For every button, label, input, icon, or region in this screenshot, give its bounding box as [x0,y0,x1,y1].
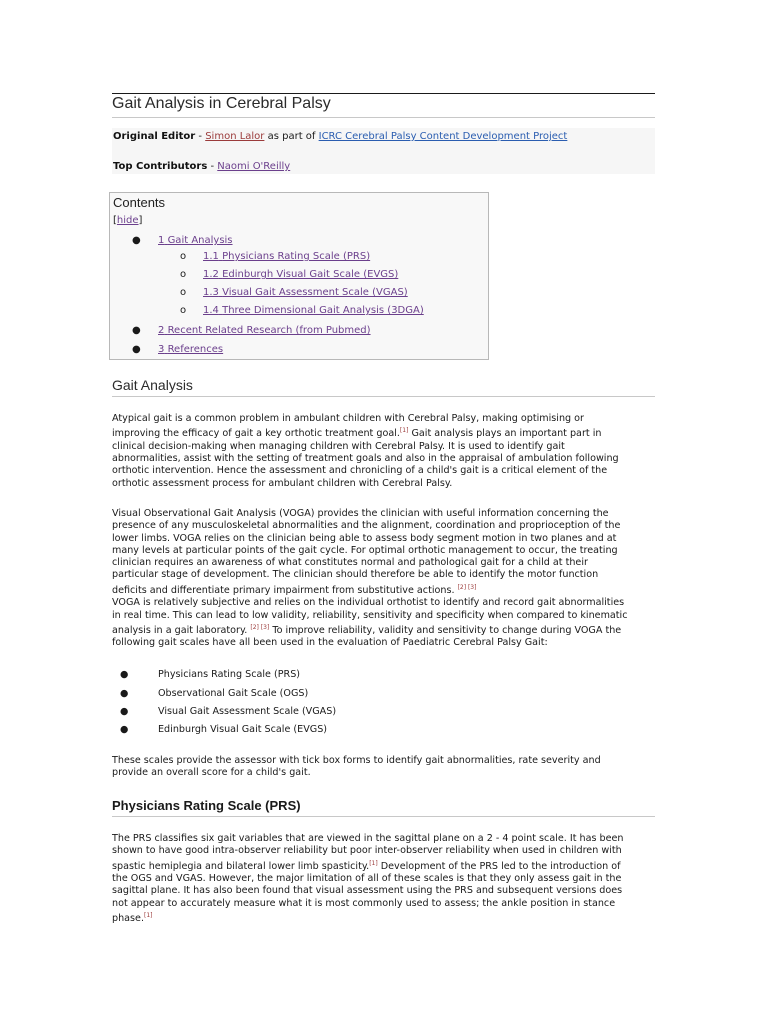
original-editor-line [113,131,567,142]
toc-item-recent-research[interactable]: 2 Recent Related Research (from Pubmed) [158,325,371,336]
toc-bullet: ● [132,235,141,246]
toc-item-gait-analysis[interactable]: 1 Gait Analysis [158,235,233,246]
top-contributors-line [113,161,290,172]
top-contributor-link[interactable]: Naomi O'Reilly [217,161,291,172]
reference-link[interactable]: [2] [3] [250,623,270,631]
paragraph-voga: Visual Observational Gait Analysis (VOGA) provides the clinician with useful information concerning the presence of any musculoskeletal abnormalities and the alignment, coordination and proprioception of the lower limbs. VOGA relies on the clinician being able to assess body segment motion in two planes and at many levels at particular points of the gait cycle. For optimal orthotic management to occur, the treating clinician requires an awareness of what constitutes normal and pathological gait for a child at their particular stage of development. The clinician should therefore be able to identify the motor function deficits and differentiate primary impairment from substitutive actions. [2] [3] VOGA is relatively subjective and relies on the individual orthotist to identify and record gait abnormalities in real time. This can lead to low validity, reliability, sensitivity and specificity when compared to kinematic analysis in a gait laboratory. [2] [3] To improve reliability, validity and sensitivity to change during VOGA the following gait scales have all been used in the evaluation of Paediatric Cerebral Palsy Gait: [112,508,628,649]
toc-item-3dga[interactable]: 1.4 Three Dimensional Gait Analysis (3DGA) [203,305,424,316]
table-of-contents [109,192,489,360]
toc-bullet: ● [132,344,141,355]
paragraph-prs: The PRS classifies six gait variables that are viewed in the sagittal plane on a 2 - 4 point scale. It has been shown to have good intra-observer reliability but poor inter-observer reliability when used in children with spastic hemiplegia and bilateral lower limb spasticity.[1] Development of the PRS led to the introduction of the OGS and VGAS. However, the major limitation of all of these scales is that they only assess gait in the sagittal plane. It has also been found that visual assessment using the PRS and subsequent versions does not appear to accurately measure what it is most commonly used to assess; the ankle position in stance phase.[1] [112,833,624,925]
bracket: [ [113,215,117,226]
as-part-of-text: as part of [264,131,319,142]
toc-sub-bullet: o [180,287,187,298]
toc-sub-bullet: o [180,269,187,280]
top-contributors-label: Top Contributors [113,161,208,172]
toc-item-prs[interactable]: 1.1 Physicians Rating Scale (PRS) [203,251,371,262]
section-heading-prs: Physicians Rating Scale (PRS) [112,798,655,817]
reference-link[interactable]: [1] [144,911,153,919]
reference-link[interactable]: [1] [399,427,409,435]
project-link[interactable]: ICRC Cerebral Palsy Content Development Project [318,131,568,142]
bracket: ] [138,215,143,226]
toc-bullet: ● [132,325,141,336]
separator: - [207,161,218,172]
paragraph-scales: These scales provide the assessor with tick box forms to identify gait abnormalities, rate severity and provide an overall score for a child's gait. [112,755,601,779]
toc-hide-link[interactable]: hide [116,215,139,226]
toc-item-references[interactable]: 3 References [158,344,224,355]
paragraph-atypical-gait: Atypical gait is a common problem in ambulant children with Cerebral Palsy, making optimising or improving the efficacy of gait a key orthotic treatment goal.[1] Gait analysis plays an important part in clinical decision-making when managing children with Cerebral Palsy. It is used to identify gait abnormalities, assist with the setting of treatment goals and also in the appraisal of ambulation following orthotic intervention. Hence the assessment and chronicling of a child's gait is a critical element of the orthotic assessment process for ambulant children with Cerebral Palsy. [112,413,619,489]
reference-link[interactable]: [2] [3] [457,583,477,591]
separator: - [195,131,206,142]
original-editor-label: Original Editor [113,131,196,142]
toc-sub-bullet: o [180,305,187,316]
section-heading-gait-analysis: Gait Analysis [112,377,655,397]
toc-title: Contents [113,195,166,210]
reference-link[interactable]: [1] [369,859,378,867]
page-title: Gait Analysis in Cerebral Palsy [112,93,655,118]
toc-sub-bullet: o [180,251,187,262]
credits-box [112,128,655,174]
toc-item-evgs[interactable]: 1.2 Edinburgh Visual Gait Scale (EVGS) [203,269,399,280]
toc-item-vgas[interactable]: 1.3 Visual Gait Assessment Scale (VGAS) [203,287,408,298]
original-editor-link[interactable]: Simon Lalor [205,131,265,142]
toc-hide [113,215,142,226]
